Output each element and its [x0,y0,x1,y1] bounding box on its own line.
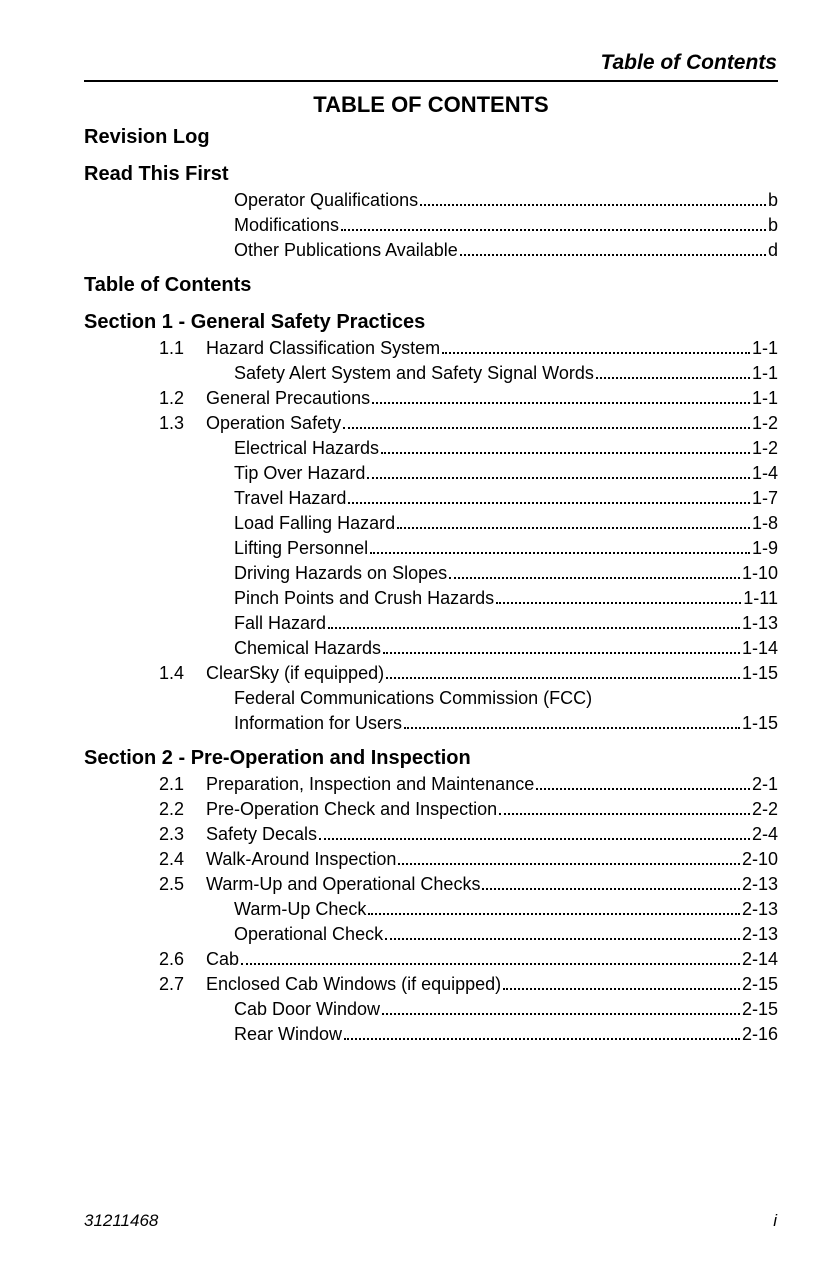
entry-number: 2.5 [159,874,185,894]
entry-title: General Precautions [206,388,371,408]
toc-entry[interactable] [84,213,778,238]
section-heading[interactable]: Read This First [84,163,229,185]
dot-leader [397,527,750,529]
entry-page: 2-2 [751,799,778,819]
entry-page: 1-11 [743,588,778,608]
dot-leader [382,1013,740,1015]
entry-page: 2-13 [741,924,778,944]
dot-leader [381,452,750,454]
dot-leader [319,838,750,840]
toc-entry[interactable] [84,847,778,872]
entry-page: 1-15 [741,713,778,733]
dot-leader [536,788,750,790]
entry-title: Enclosed Cab Windows (if equipped) [206,974,502,994]
entry-title: Safety Alert System and Safety Signal Words [234,363,594,383]
entry-title: Operator Qualifications [234,190,419,210]
entry-page: 1-8 [751,513,778,533]
entry-number: 2.3 [159,824,185,844]
toc-entry[interactable] [84,997,778,1022]
toc-entry[interactable] [84,461,778,486]
dot-leader [241,963,740,965]
entry-title: Lifting Personnel [234,538,369,558]
running-head: Table of Contents [600,51,777,74]
entry-number: 2.1 [159,774,185,794]
entry-title: Walk-Around Inspection [206,849,397,869]
entry-title: Cab [206,949,240,969]
dot-leader [460,254,766,256]
entry-number: 2.2 [159,799,185,819]
section-heading[interactable]: Table of Contents [84,274,252,296]
dot-leader [449,577,740,579]
entry-page: 1-4 [751,463,778,483]
toc-entry[interactable] [84,922,778,947]
entry-title: Electrical Hazards [234,438,380,458]
entry-title: Information for Users [234,713,403,733]
toc-entry[interactable] [84,947,778,972]
dot-leader [370,552,750,554]
entry-page: b [767,215,778,235]
entry-title: Tip Over Hazard [234,463,366,483]
toc-entry[interactable] [84,586,778,611]
toc-entry[interactable] [84,436,778,461]
dot-leader [499,813,750,815]
dot-leader [420,204,766,206]
doc-number: 31211468 [84,1211,159,1230]
toc-entry[interactable] [84,486,778,511]
entry-page: 1-13 [741,613,778,633]
toc-entry[interactable] [84,686,778,711]
dot-leader [385,938,740,940]
entry-number: 1.1 [159,338,185,358]
dot-leader [348,502,750,504]
header-rule [84,80,778,82]
toc-entry[interactable] [84,1022,778,1047]
dot-leader [398,863,740,865]
entry-title: Load Falling Hazard [234,513,396,533]
dot-leader [367,477,750,479]
entry-page: 2-14 [741,949,778,969]
section-heading[interactable]: Section 2 - Pre-Operation and Inspection [84,747,471,769]
entry-title: Other Publications Available [234,240,458,260]
entry-page: 2-13 [741,899,778,919]
entry-page: 2-4 [751,824,778,844]
entry-page: 2-10 [741,849,778,869]
entry-number: 1.4 [159,663,185,683]
entry-title: Operation Safety [206,413,342,433]
toc-entry[interactable] [84,797,778,822]
dot-leader [482,888,740,890]
toc-entry[interactable] [84,661,778,686]
entry-title: Fall Hazard [234,613,327,633]
entry-title: Warm-Up Check [234,899,367,919]
toc-entry[interactable] [84,972,778,997]
toc-entry[interactable] [84,361,778,386]
toc-entry[interactable] [84,897,778,922]
toc-entry[interactable] [84,336,778,361]
entry-title: Federal Communications Commission (FCC) [234,688,593,708]
entry-title: Modifications [234,215,340,235]
entry-title: Driving Hazards on Slopes [234,563,448,583]
entry-title: Cab Door Window [234,999,381,1019]
entry-title: Pre-Operation Check and Inspection [206,799,498,819]
entry-page: d [767,240,778,260]
entry-page: 2-15 [741,999,778,1019]
toc-entry[interactable] [84,611,778,636]
entry-title: Rear Window [234,1024,343,1044]
section-heading[interactable]: Section 1 - General Safety Practices [84,311,426,333]
entry-number: 2.7 [159,974,185,994]
toc-entry[interactable] [84,772,778,797]
toc-entry[interactable] [84,561,778,586]
entry-number: 1.2 [159,388,185,408]
entry-page: 1-9 [751,538,778,558]
dot-leader [368,913,740,915]
dot-leader [442,352,750,354]
entry-page: 1-2 [751,413,778,433]
entry-title: Preparation, Inspection and Maintenance [206,774,535,794]
entry-title: Warm-Up and Operational Checks [206,874,481,894]
page-title: TABLE OF CONTENTS [313,92,549,117]
dot-leader [328,627,740,629]
toc-entry[interactable] [84,822,778,847]
toc-list [84,124,778,1047]
entry-title: Pinch Points and Crush Hazards [234,588,495,608]
entry-page: 1-2 [751,438,778,458]
dot-leader [596,377,750,379]
toc-entry[interactable] [84,386,778,411]
dot-leader [344,1038,740,1040]
entry-title: Travel Hazard [234,488,347,508]
dot-leader [404,727,740,729]
entry-page: 1-1 [751,363,778,383]
entry-page: 2-15 [741,974,778,994]
dot-leader [496,602,741,604]
toc-entry[interactable] [84,872,778,897]
entry-page: 2-13 [741,874,778,894]
entry-number: 2.6 [159,949,185,969]
entry-page: 1-10 [741,563,778,583]
entry-title: Hazard Classification System [206,338,441,358]
entry-title: Safety Decals [206,824,318,844]
toc-entry[interactable] [84,711,778,736]
dot-leader [343,427,750,429]
toc-entry[interactable] [84,188,778,213]
dot-leader [503,988,740,990]
entry-title: Chemical Hazards [234,638,382,658]
dot-leader [383,652,740,654]
toc-entry[interactable] [84,511,778,536]
toc-entry[interactable] [84,238,778,263]
entry-page: 1-1 [751,388,778,408]
entry-number: 2.4 [159,849,185,869]
dot-leader [372,402,750,404]
entry-number: 1.3 [159,413,185,433]
page-number: i [773,1211,777,1230]
entry-page: 1-14 [741,638,778,658]
entry-page: 2-1 [751,774,778,794]
section-heading[interactable]: Revision Log [84,126,210,148]
entry-title: Operational Check [234,924,384,944]
entry-title: ClearSky (if equipped) [206,663,385,683]
toc-entry[interactable] [84,636,778,661]
entry-page: 1-7 [751,488,778,508]
toc-entry[interactable] [84,411,778,436]
dot-leader [341,229,766,231]
dot-leader [386,677,740,679]
entry-page: 1-1 [751,338,778,358]
entry-page: 1-15 [741,663,778,683]
toc-entry[interactable] [84,536,778,561]
entry-page: 2-16 [741,1024,778,1044]
entry-page: b [767,190,778,210]
